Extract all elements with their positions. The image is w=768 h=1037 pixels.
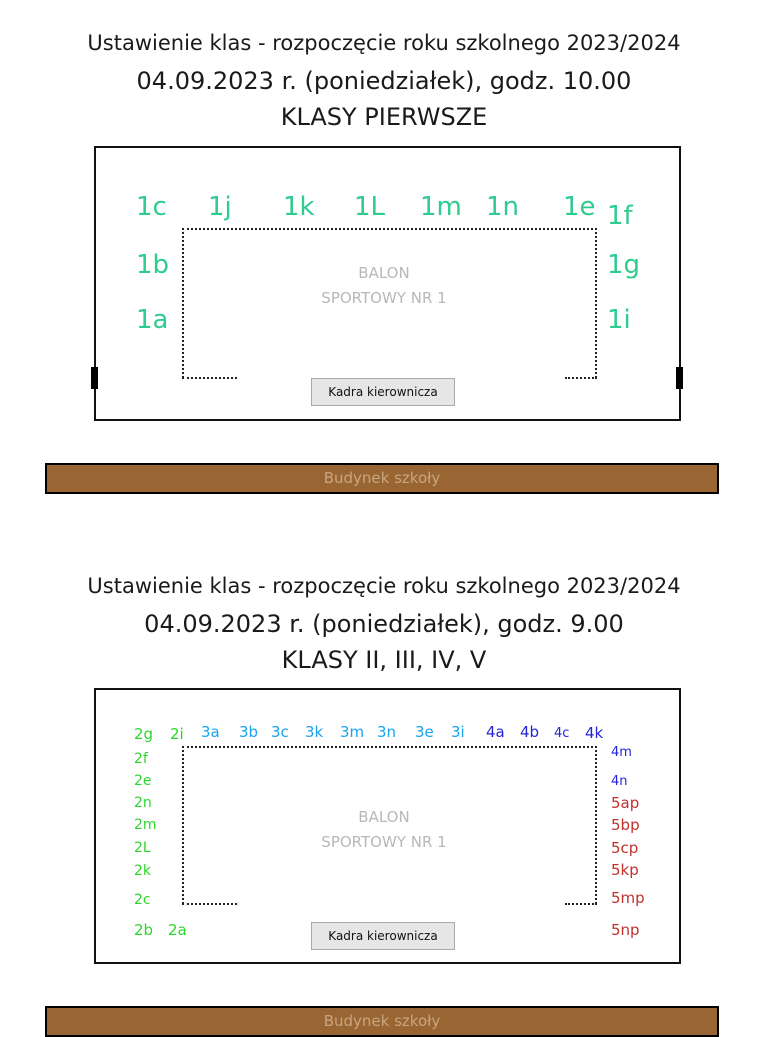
section1-balloon-label xyxy=(284,261,484,311)
section2-class-label: 5bp xyxy=(611,816,640,834)
section1-class-label: 1c xyxy=(136,192,167,222)
section2-balloon-label-line2: SPORTOWY NR 1 xyxy=(321,833,447,851)
section2-class-label: 2i xyxy=(170,725,184,743)
section1-class-label: 1n xyxy=(486,192,520,222)
section1-class-label: 1e xyxy=(563,192,596,222)
section2-class-label: 2L xyxy=(134,840,151,856)
section2-title: Ustawienie klas - rozpoczęcie roku szkolnego 2023/2024 xyxy=(87,574,681,598)
section2-class-label: 4a xyxy=(486,723,505,741)
section1-school-building: Budynek szkoły xyxy=(45,463,719,494)
section2-class-label: 3m xyxy=(340,723,365,741)
section2-class-label: 3e xyxy=(415,723,434,741)
section1-management-box: Kadra kierownicza xyxy=(311,378,455,406)
section2-class-label: 3i xyxy=(451,723,465,741)
section2-class-label: 2b xyxy=(134,921,154,939)
section2-class-label: 2n xyxy=(134,795,152,811)
section1-class-label: 1m xyxy=(420,192,462,222)
section1-balloon-bottom-left xyxy=(182,377,237,379)
section1-class-label: 1k xyxy=(283,192,315,222)
section1-class-label: 1L xyxy=(354,192,386,222)
section2-class-label: 3b xyxy=(239,723,259,741)
section1-class-label: 1g xyxy=(607,250,641,280)
section2-class-label: 2e xyxy=(134,773,152,789)
section2-class-label: 2f xyxy=(134,751,148,767)
section1-class-label: 1a xyxy=(136,305,169,335)
section2-class-label: 4b xyxy=(520,723,540,741)
section2-class-label: 3c xyxy=(271,723,289,741)
section2-balloon-bottom-right xyxy=(565,903,597,905)
section2-class-label: 4k xyxy=(585,724,604,742)
section2-balloon-bottom-left xyxy=(182,903,237,905)
section2-management-box: Kadra kierownicza xyxy=(311,922,455,950)
section2-class-label: 3n xyxy=(377,723,397,741)
section2-balloon-label xyxy=(284,805,484,855)
section1-balloon-bottom-right xyxy=(565,377,597,379)
section2-group-heading: KLASY II, III, IV, V xyxy=(281,646,487,674)
section1-left-gate xyxy=(91,367,98,389)
section2-class-label: 4n xyxy=(611,774,628,789)
section2-class-label: 5kp xyxy=(611,861,639,879)
section2-class-label: 2k xyxy=(134,863,152,879)
section1-balloon-label-line1: BALON xyxy=(358,264,410,282)
section1-datetime: 04.09.2023 r. (poniedziałek), godz. 10.00 xyxy=(136,67,632,95)
section2-class-label: 5np xyxy=(611,921,640,939)
section2-class-label: 5ap xyxy=(611,794,640,812)
section2-class-label: 2g xyxy=(134,725,154,743)
section2-class-label: 4c xyxy=(554,726,570,741)
section2-datetime: 04.09.2023 r. (poniedziałek), godz. 9.00 xyxy=(144,610,624,638)
section2-class-label: 2a xyxy=(168,921,187,939)
section2-class-label: 3a xyxy=(201,723,220,741)
section1-title: Ustawienie klas - rozpoczęcie roku szkolnego 2023/2024 xyxy=(87,31,681,55)
section1-group-heading: KLASY PIERWSZE xyxy=(280,103,488,131)
section2-class-label: 2m xyxy=(134,817,157,833)
section1-right-gate xyxy=(676,367,683,389)
section2-class-label: 5mp xyxy=(611,889,645,907)
section2-school-building: Budynek szkoły xyxy=(45,1006,719,1037)
section1-class-label: 1f xyxy=(607,201,633,231)
section1-class-label: 1j xyxy=(208,192,232,222)
section1-class-label: 1i xyxy=(607,305,631,335)
section1-class-label: 1b xyxy=(136,250,170,280)
section2-class-label: 4m xyxy=(611,745,632,760)
section2-class-label: 5cp xyxy=(611,839,639,857)
section2-balloon-label-line1: BALON xyxy=(358,808,410,826)
section1-balloon-label-line2: SPORTOWY NR 1 xyxy=(321,289,447,307)
section2-class-label: 3k xyxy=(305,723,324,741)
section2-class-label: 2c xyxy=(134,892,151,908)
